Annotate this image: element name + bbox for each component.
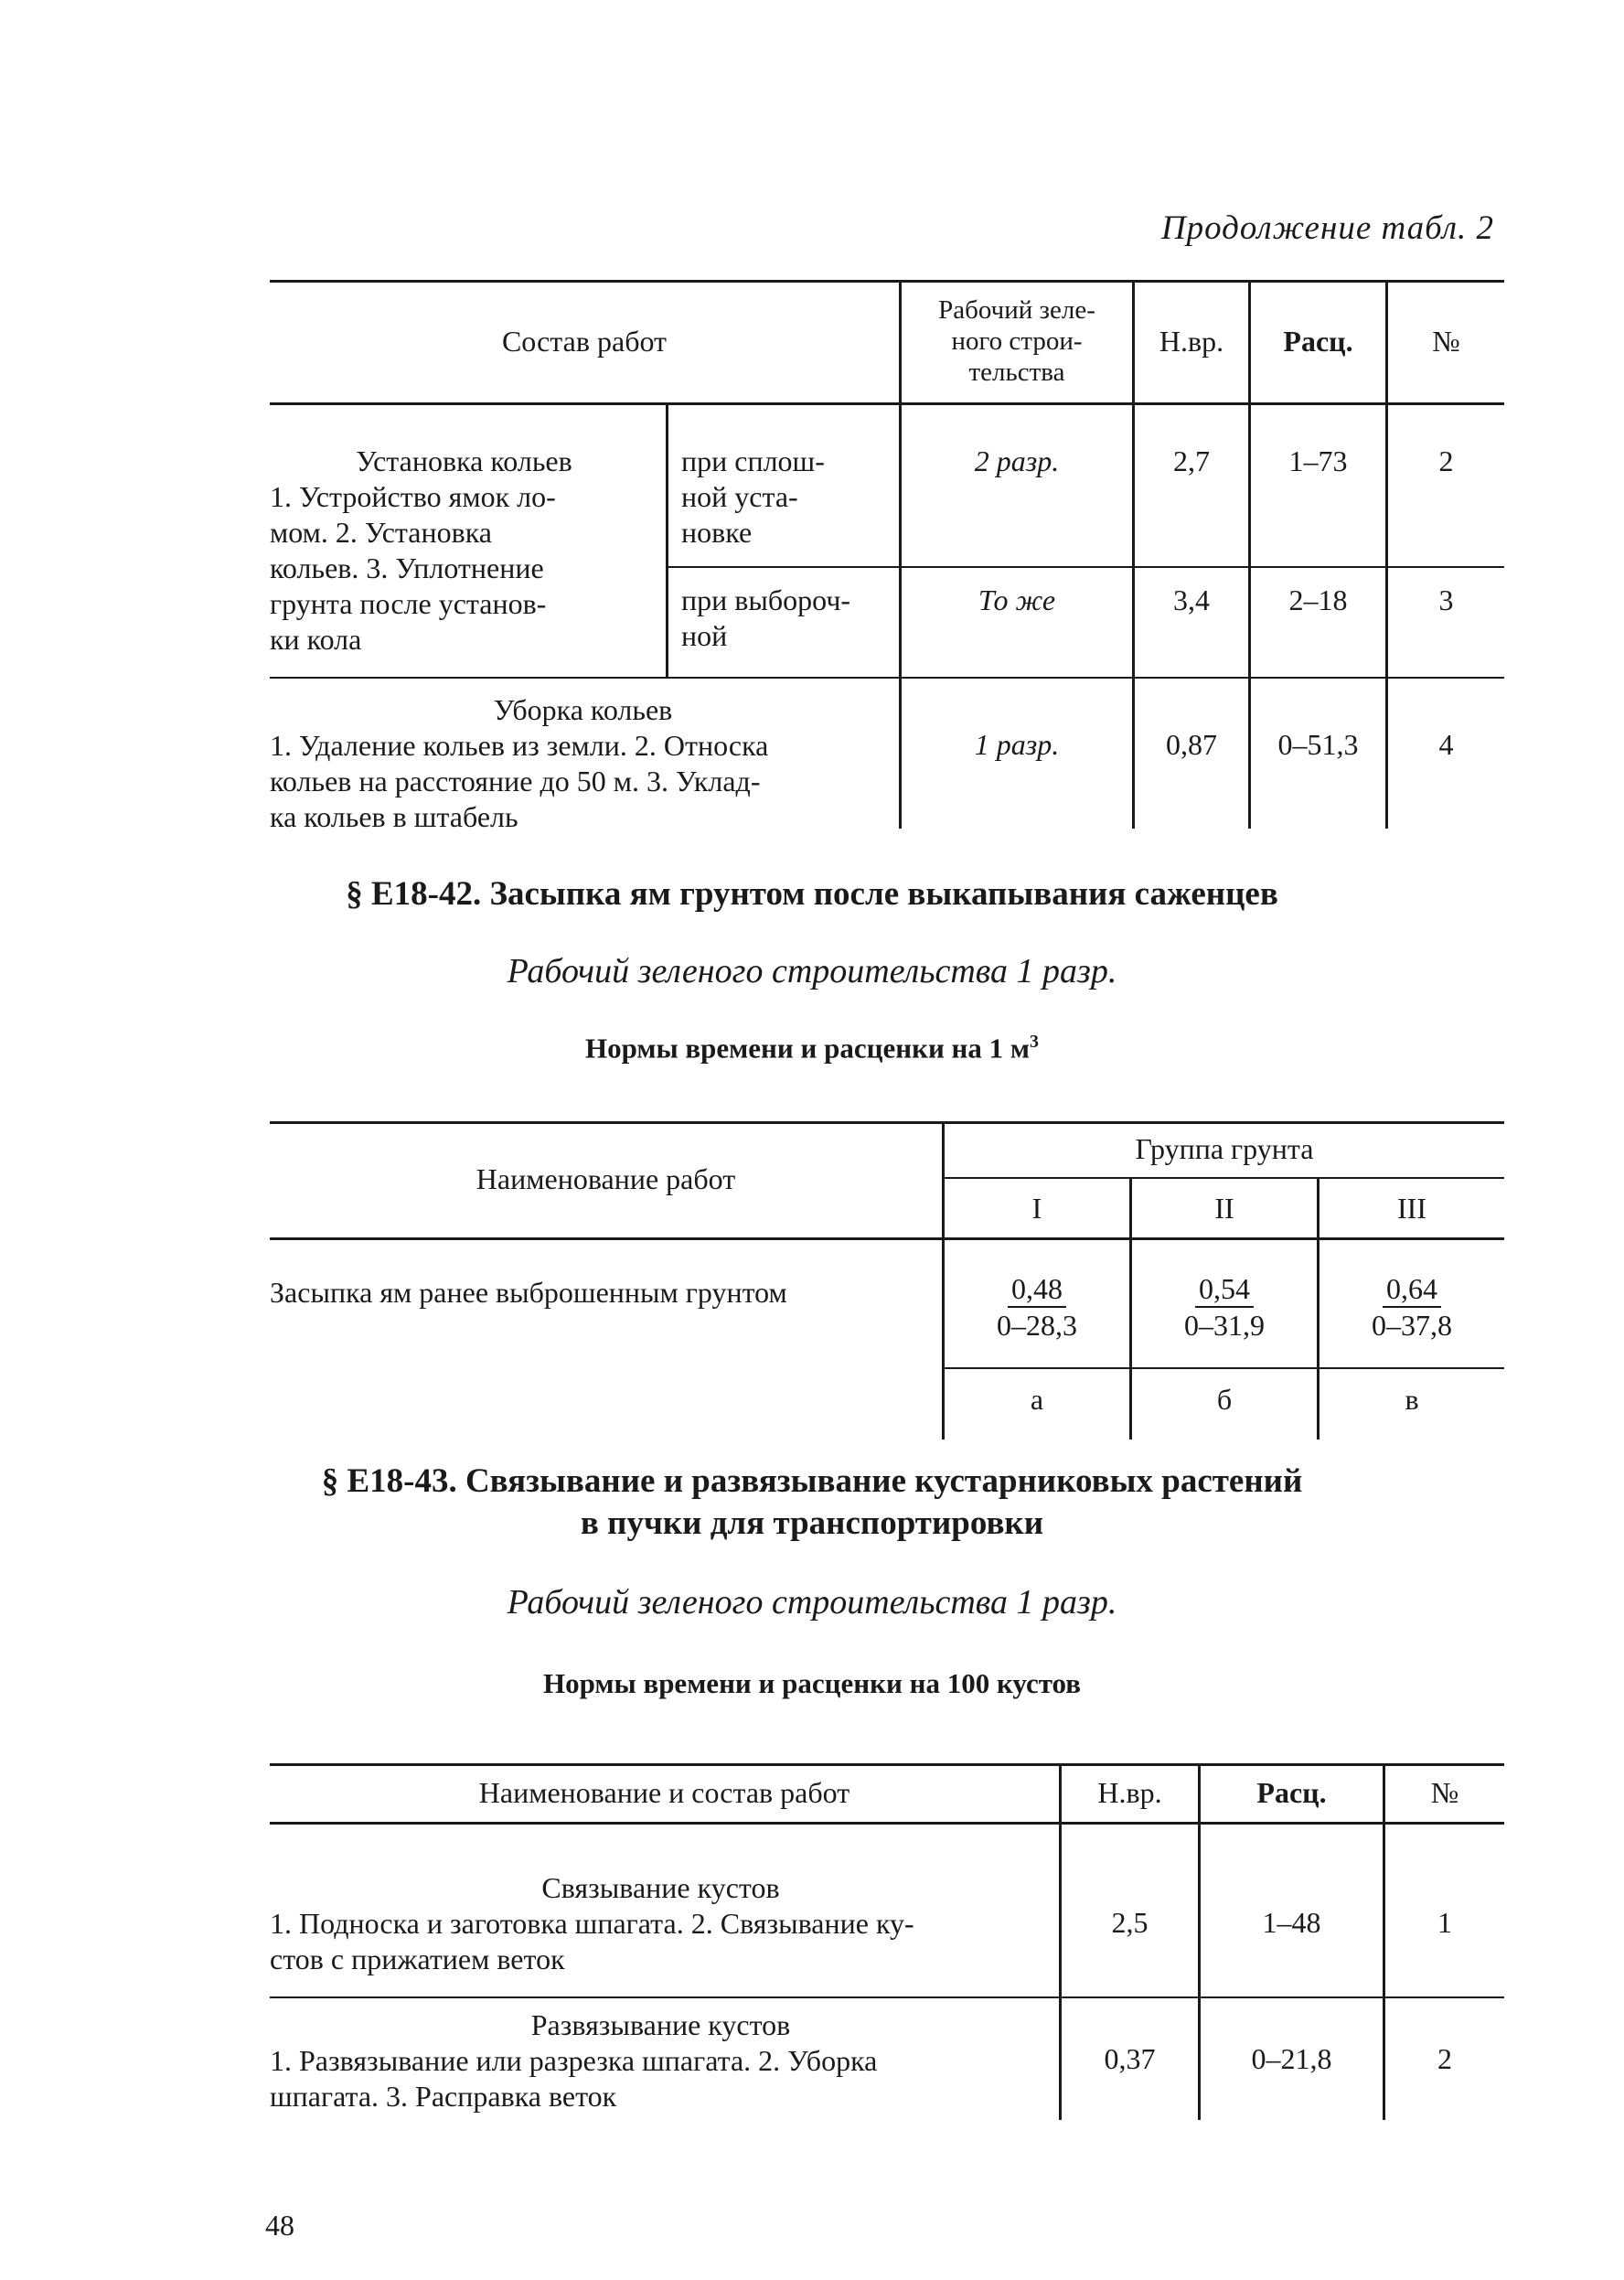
header-work-composition: Состав работ (501, 324, 668, 358)
row-norm: 0,37 (1104, 2042, 1156, 2075)
header-work-name: Наименование и состав работ (478, 1775, 850, 1809)
row-norm: 2,5 (1111, 1906, 1149, 1939)
footer-label-a: а (1030, 1382, 1044, 1416)
norm-value: 0,54 (1195, 1271, 1254, 1308)
row-number: 3 (1438, 583, 1454, 616)
header-rate: Расц. (1283, 324, 1353, 358)
row-text: 1. Подноска и заготовка шпагата. 2. Связывание ку- стов с прижатием веток (270, 1907, 914, 1975)
section-title: § Е18-42. Засыпка ям грунтом после выкапывания саженцев (346, 875, 1278, 913)
section-title (0, 1461, 1624, 1545)
table-row-divider (666, 566, 1504, 568)
value-group-ii (1132, 1271, 1317, 1354)
rate-value: 0–28,3 (997, 1309, 1077, 1342)
page-number: 48 (265, 2209, 294, 2242)
footer-label-v: в (1405, 1382, 1419, 1416)
row-norm: 3,4 (1173, 583, 1210, 616)
footer-label-b: б (1216, 1382, 1233, 1416)
table-group-divider (270, 677, 1504, 679)
group-title: Установка кольев (356, 444, 572, 477)
table-row-divider (270, 1996, 1504, 1998)
header-soil-group: Группа грунта (1135, 1132, 1314, 1166)
group-title: Уборка кольев (493, 693, 673, 726)
row-description (270, 1870, 1052, 1977)
col-divider (666, 402, 668, 677)
section-title-line1: § Е18-43. Связывание и развязывание кустарниковых растений (321, 1462, 1303, 1500)
row-description (270, 2007, 1052, 2114)
group-description (270, 444, 658, 658)
row-worker: 2 разр. (974, 444, 1060, 477)
rate-value: 0–37,8 (1372, 1309, 1452, 1342)
row-rate: 1–73 (1288, 444, 1348, 477)
row-title: Связывание кустов (541, 1871, 780, 1904)
worker-grade: Рабочий зеленого строительства 1 разр. (507, 1583, 1117, 1622)
continuation-note: Продолжение табл. 2 (1160, 209, 1494, 247)
header-work-name: Наименование работ (475, 1162, 736, 1196)
worker-grade: Рабочий зеленого строительства 1 разр. (507, 952, 1117, 990)
row-rate: 2–18 (1288, 583, 1348, 616)
row-rate: 0–51,3 (1277, 728, 1359, 761)
table-caption (0, 1032, 1624, 1065)
table-header-rule (270, 1822, 1504, 1825)
value-group-iii (1320, 1271, 1504, 1354)
header-rate: Расц. (1256, 1775, 1327, 1809)
row-number: 4 (1438, 728, 1454, 761)
value-group-i (945, 1271, 1129, 1354)
row-title: Развязывание кустов (530, 2008, 791, 2041)
header-group-iii: III (1397, 1191, 1426, 1225)
row-norm: 0,87 (1166, 728, 1217, 761)
row-text: 1. Развязывание или разрезка шпагата. 2. Уборка шпагата. 3. Расправка веток (270, 2044, 878, 2113)
group-text: 1. Удаление кольев из земли. 2. Относка кольев на расстояние до 50 м. 3. Уклад- ка кольев в штабель (270, 729, 769, 833)
header-norm: Н.вр. (1159, 324, 1224, 358)
norm-value: 0,48 (1008, 1271, 1066, 1308)
table-header-rule (270, 402, 1504, 405)
rate-value: 0–31,9 (1184, 1309, 1265, 1342)
row-worker: То же (978, 583, 1056, 616)
row-variant: при сплош- ной уста- новке (681, 444, 825, 549)
row-variant: при выбороч- ной (681, 583, 851, 652)
row-number: 1 (1437, 1906, 1452, 1939)
caption-superscript: 3 (1030, 1032, 1040, 1052)
header-number: № (1430, 1775, 1459, 1809)
group-description (270, 692, 896, 835)
section-title-line2: в пучки для транспортировки (580, 1504, 1044, 1542)
norm-value: 0,64 (1383, 1271, 1441, 1308)
row-work-name: Засыпка ям ранее выброшенным грунтом (270, 1276, 787, 1309)
row-norm: 2,7 (1173, 444, 1210, 477)
row-rate: 1–48 (1262, 1906, 1321, 1939)
group-text: 1. Устройство ямок ло- мом. 2. Установка кольев. 3. Уплотнение грунта после установ- ки кола (270, 480, 556, 656)
header-number: № (1432, 324, 1460, 358)
row-number: 2 (1438, 444, 1454, 477)
caption-text: Нормы времени и расценки на 1 м (584, 1032, 1031, 1065)
header-group-i: I (1031, 1191, 1042, 1225)
row-number: 2 (1437, 2042, 1452, 2075)
header-group-ii: II (1214, 1191, 1234, 1225)
header-norm: Н.вр. (1097, 1775, 1162, 1809)
row-rate: 0–21,8 (1251, 2042, 1332, 2075)
header-worker: Рабочий зеле- ного строи- тельства (938, 295, 1095, 387)
table-caption: Нормы времени и расценки на 100 кустов (543, 1667, 1081, 1699)
row-worker: 1 разр. (974, 728, 1060, 761)
